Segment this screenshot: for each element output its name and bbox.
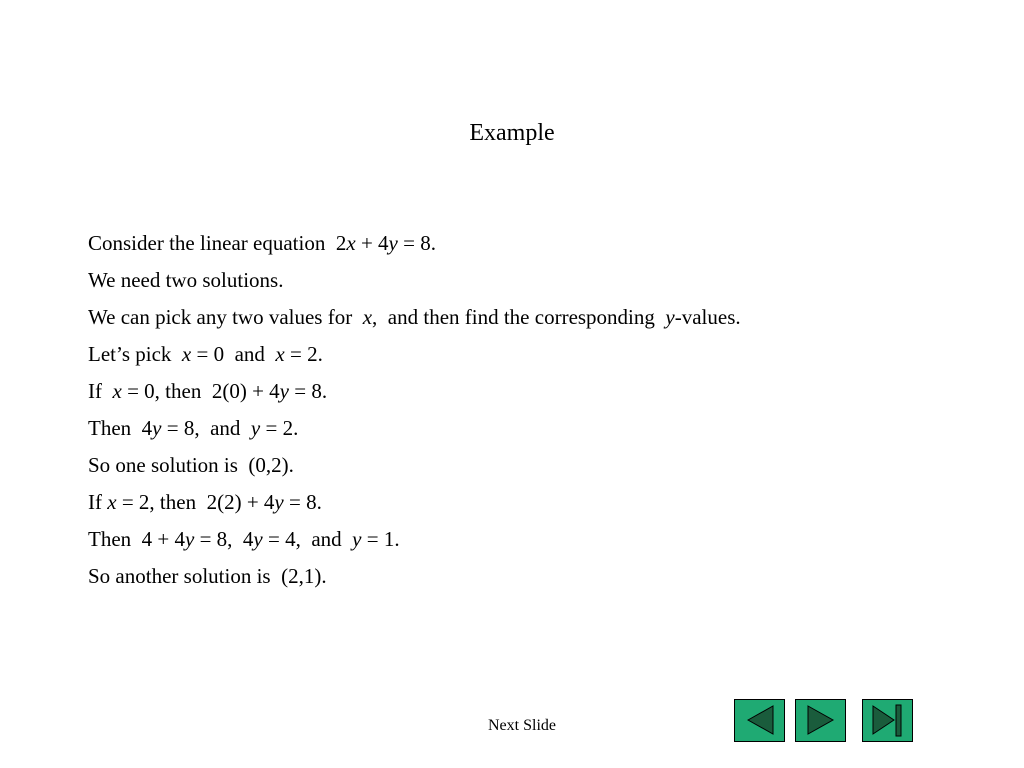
math-variable: y <box>665 305 675 329</box>
math-variable: x <box>181 342 192 366</box>
line-text: = 8. <box>288 379 328 403</box>
math-variable: y <box>185 527 195 551</box>
line-text: Let’s pick <box>88 342 182 366</box>
math-variable: y <box>279 379 289 403</box>
line-text: -values. <box>674 305 741 329</box>
body-line <box>88 340 988 377</box>
next-slide-button[interactable] <box>795 699 846 742</box>
line-text: = 0, then 2(0) + 4 <box>121 379 280 403</box>
body-line <box>88 451 988 488</box>
line-text: Consider the linear equation 2 <box>88 231 347 255</box>
math-variable: y <box>274 490 284 514</box>
math-variable: x <box>362 305 373 329</box>
body-line <box>88 377 988 414</box>
body-line <box>88 414 988 451</box>
line-text: We can pick any two values for <box>88 305 363 329</box>
body-line <box>88 303 988 340</box>
line-text: = 8. <box>397 231 436 255</box>
line-text: = 8, and <box>161 416 251 440</box>
math-variable: y <box>152 416 162 440</box>
line-text: = 1. <box>361 527 400 551</box>
slide-title: Example <box>469 120 555 146</box>
line-text: = 4, and <box>262 527 353 551</box>
line-text: Then 4 + 4 <box>88 527 185 551</box>
math-variable: y <box>250 416 261 440</box>
math-variable: y <box>253 527 263 551</box>
line-text: = 8, 4 <box>194 527 254 551</box>
line-text: Then 4 <box>88 416 153 440</box>
line-text: If <box>88 490 108 514</box>
math-variable: x <box>346 231 356 255</box>
line-text: If <box>88 379 113 403</box>
line-text: So another solution is (2,1). <box>88 564 327 588</box>
body-line <box>88 266 988 303</box>
body-line <box>88 488 988 525</box>
math-variable: x <box>275 342 285 366</box>
line-text: = 0 and <box>191 342 276 366</box>
math-variable: y <box>352 527 362 551</box>
math-variable: x <box>107 490 117 514</box>
line-text: So one solution is (0,2). <box>88 453 294 477</box>
slide-body <box>88 229 988 599</box>
body-line <box>88 562 988 599</box>
body-line <box>88 229 988 266</box>
previous-triangle-icon <box>735 700 784 741</box>
math-variable: x <box>112 379 122 403</box>
line-text: = 8. <box>283 490 322 514</box>
body-line <box>88 525 988 562</box>
line-text: = 2, then 2(2) + 4 <box>116 490 275 514</box>
line-text: , and then find the corresponding <box>372 305 666 329</box>
last-slide-icon <box>863 700 912 741</box>
line-text: = 2. <box>260 416 299 440</box>
previous-slide-button[interactable] <box>734 699 785 742</box>
last-slide-button[interactable] <box>862 699 913 742</box>
line-text: We need two solutions. <box>88 268 284 292</box>
line-text: = 2. <box>284 342 323 366</box>
next-triangle-icon <box>796 700 845 741</box>
math-variable: y <box>388 231 398 255</box>
line-text: + 4 <box>355 231 389 255</box>
next-slide-link[interactable]: Next Slide <box>488 717 556 734</box>
